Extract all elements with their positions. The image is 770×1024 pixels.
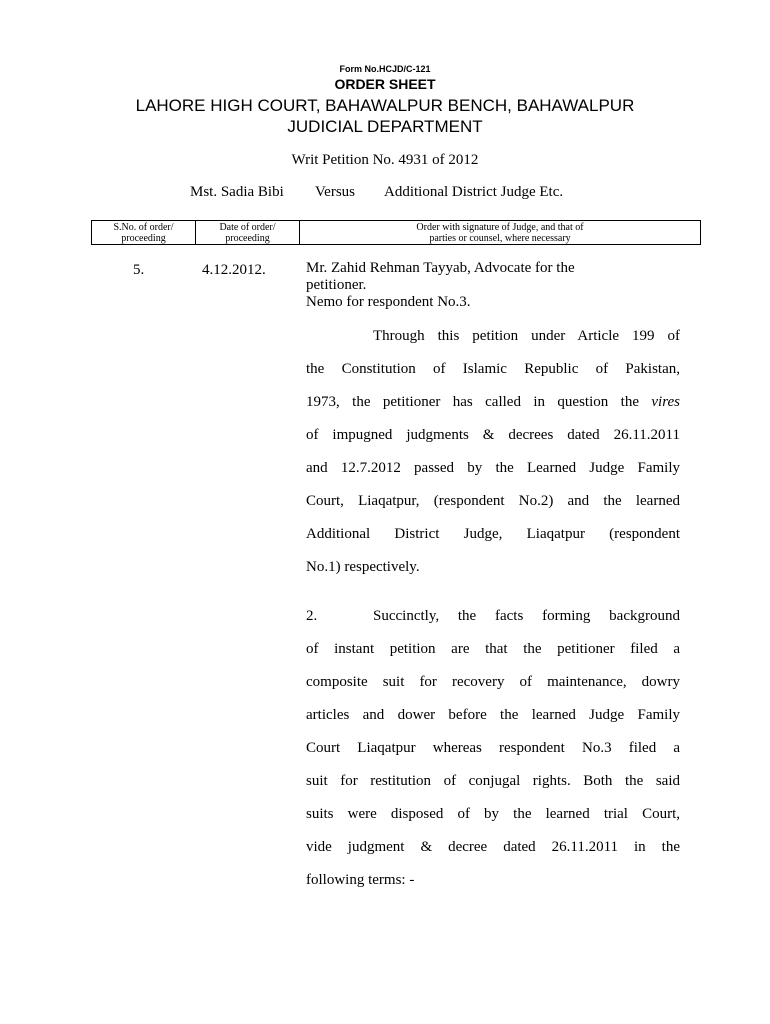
paragraph-line: No.1) respectively. [306,559,420,575]
order-date: 4.12.2012. [202,262,266,278]
column-header-serial [92,221,196,244]
paragraph-line: composite suit for recovery of maintenance, dowry [306,674,680,690]
document-title: ORDER SHEET [334,76,436,92]
paragraph-line: Through this petition under Article 199 of [373,328,680,344]
paragraph-1 [306,328,680,592]
petitioner-name: Mst. Sadia Bibi [190,184,284,200]
paragraph-number: 2. [306,608,318,624]
paragraph-line: following terms: - [306,872,415,888]
paragraph-line: of impugned judgments & decrees dated 26.11.2011 [306,427,680,443]
appearance-line: Nemo for respondent No.3. [306,294,471,310]
court-name: LAHORE HIGH COURT, BAHAWALPUR BENCH, BAHAWALPUR [135,96,635,115]
column-header-order-line: Order with signature of Judge, and that of [416,222,584,233]
paragraph-line: suit for restitution of conjugal rights. Both the said [306,773,680,789]
versus-label: Versus [315,184,355,200]
paragraph-line [306,608,680,641]
column-header-date-line: Date of order/ [219,222,276,233]
paragraph-line-text: 1973, the petitioner has called in question the [306,394,652,410]
paragraph-line: Court, Liaqatpur, (respondent No.2) and the learned [306,493,680,509]
order-serial-number: 5. [133,262,145,278]
appearance-block [306,260,680,311]
paragraph-line: suits were disposed of by the learned trial Court, [306,806,680,822]
column-header-serial-line: S.No. of order/ [113,222,174,233]
paragraph-line [306,394,680,427]
respondent-name: Additional District Judge Etc. [384,184,564,200]
column-header-order [300,221,700,244]
form-number: Form No.HCJD/C-121 [339,64,431,74]
column-header-date [196,221,300,244]
italic-term: vires [651,394,680,410]
order-text [306,260,680,905]
paragraph-line: and 12.7.2012 passed by the Learned Judge Family [306,460,680,476]
paragraph-line: of instant petition are that the petitioner filed a [306,641,680,657]
column-header-serial-line: proceeding [121,233,166,244]
paragraph-2 [306,608,680,905]
paragraph-line: articles and dower before the learned Judge Family [306,707,680,723]
order-sheet-header-table [91,220,701,245]
case-number: Writ Petition No. 4931 of 2012 [291,152,479,168]
department-name: JUDICIAL DEPARTMENT [287,117,483,136]
paragraph-line: vide judgment & decree dated 26.11.2011 in the [306,839,680,855]
paragraph-line-text: Succinctly, the facts forming background [373,608,680,624]
column-header-date-line: proceeding [225,233,270,244]
paragraph-line: Court Liaqatpur whereas respondent No.3 filed a [306,740,680,756]
appearance-line: petitioner. [306,277,367,293]
paragraph-line: the Constitution of Islamic Republic of Pakistan, [306,361,680,377]
appearance-line: Mr. Zahid Rehman Tayyab, Advocate for the [306,260,575,276]
paragraph-line: Additional District Judge, Liaqatpur (respondent [306,526,680,542]
column-header-order-line: parties or counsel, where necessary [429,233,571,244]
